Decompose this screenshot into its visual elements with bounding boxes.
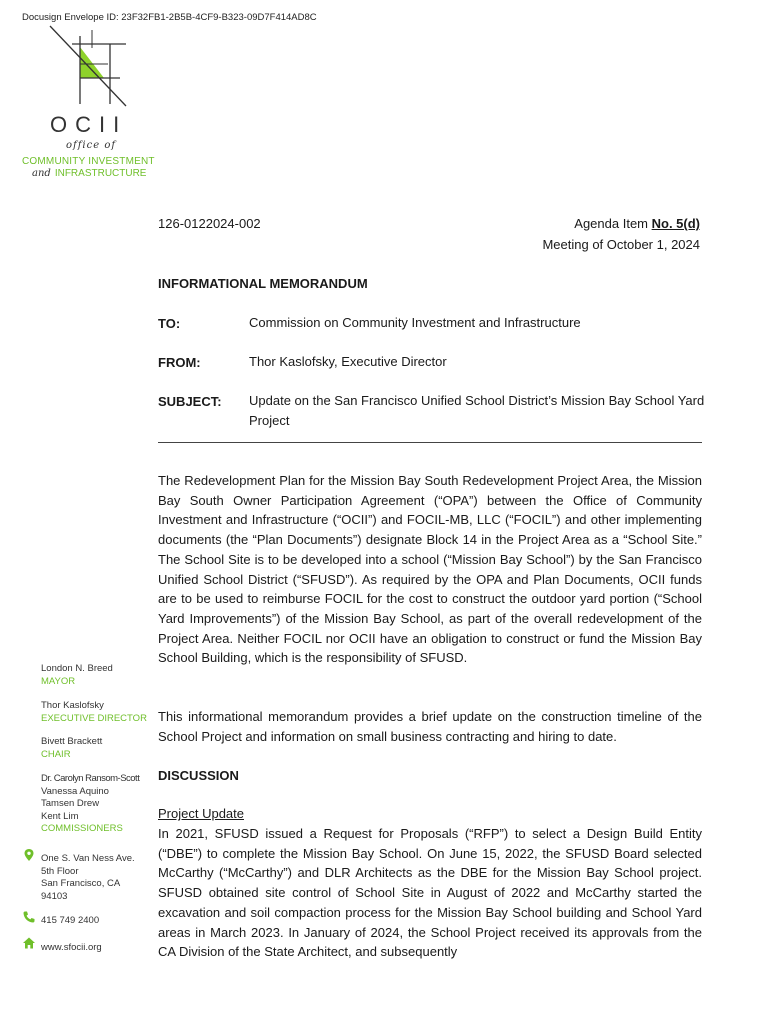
paragraph-intro: The Redevelopment Plan for the Mission Bay South Redevelopment Project Area, the Mission Bay South Owner Participation Agreement (“OPA”) between the Office of Community Investment and Infrastructure (“OCII”) and FOCIL-MB, LLC (“FOCIL”) and other implementing documents (the “Plan Documents”) designate Block 14 in the Project Area as a “School Site.” The School Site is to be developed into a school (“Mission Bay School”) by the San Francisco Unified School District (“SFUSD”). As required by the OPA and Plan Documents, OCII funds are to be used to reimburse FOCIL for the cost to construct the outdoor yard portion (“School Yard Improvements”) of the Mission Bay School, as part of the overall redevelopment of the Project Area. Neither FOCIL nor OCII have an obligation to construct or fund the Mission Bay School Building, which is the responsibility of SFUSD. bbox=[158, 473, 702, 666]
phone-icon bbox=[22, 910, 36, 924]
logo-office-of: office of bbox=[66, 140, 117, 151]
subject-label: SUBJECT: bbox=[158, 394, 222, 409]
paragraph-purpose: This informational memorandum provides a brief update on the construction timeline of the School Project and information on small business contracting and hiring to date. bbox=[158, 709, 702, 744]
discussion-heading: DISCUSSION bbox=[158, 768, 239, 783]
address-line: San Francisco, CA bbox=[41, 878, 121, 890]
director-name: Thor Kaslofsky bbox=[41, 700, 104, 711]
chair-name: Bivett Brackett bbox=[41, 736, 103, 747]
commissioners-role: COMMISSIONERS bbox=[41, 823, 123, 835]
meeting-date: Meeting of October 1, 2024 bbox=[542, 237, 700, 252]
address-line: One S. Van Ness Ave. bbox=[41, 853, 135, 864]
mayor-name: London N. Breed bbox=[41, 663, 113, 674]
header-divider bbox=[158, 442, 702, 443]
subject-value: Update on the San Francisco Unified School District’s Mission Bay School Yard Project bbox=[249, 393, 705, 428]
document-number: 126-0122024-002 bbox=[158, 216, 261, 231]
agenda-item bbox=[574, 216, 700, 231]
address-line: 5th Floor bbox=[41, 865, 79, 877]
to-value: Commission on Community Investment and Infrastructure bbox=[249, 315, 581, 330]
docusign-envelope-id: Docusign Envelope ID: 23F32FB1-2B5B-4CF9-B323-09D7F414AD8C bbox=[22, 12, 317, 23]
logo-and-infrastructure bbox=[32, 168, 146, 179]
logo-community-investment: COMMUNITY INVESTMENT bbox=[22, 156, 155, 167]
from-label: FROM: bbox=[158, 355, 201, 370]
sidebar-address bbox=[41, 853, 135, 903]
mayor-role: MAYOR bbox=[41, 675, 76, 687]
sidebar-commissioners bbox=[41, 773, 139, 836]
from-value: Thor Kaslofsky, Executive Director bbox=[249, 354, 447, 369]
website-link[interactable]: www.sfocii.org bbox=[41, 942, 102, 953]
ocii-logo bbox=[48, 24, 132, 110]
location-pin-icon bbox=[22, 848, 36, 862]
phone-number[interactable]: 415 749 2400 bbox=[41, 915, 100, 926]
sidebar-mayor bbox=[41, 663, 113, 688]
logo-and: and bbox=[32, 168, 51, 179]
sidebar-chair bbox=[41, 736, 102, 761]
agenda-prefix: Agenda Item bbox=[574, 216, 652, 231]
project-update-heading: Project Update bbox=[158, 806, 244, 821]
commissioner-name: Tamsen Drew bbox=[41, 798, 100, 810]
logo-infrastructure: INFRASTRUCTURE bbox=[54, 168, 147, 179]
to-label: TO: bbox=[158, 316, 181, 331]
home-icon bbox=[22, 936, 36, 950]
sidebar-director bbox=[41, 700, 147, 725]
address-line: 94103 bbox=[41, 890, 68, 902]
logo-wordmark: OCII bbox=[50, 112, 128, 137]
chair-role: CHAIR bbox=[41, 748, 71, 760]
memo-heading: INFORMATIONAL MEMORANDUM bbox=[158, 276, 368, 291]
paragraph-project-update: In 2021, SFUSD issued a Request for Proposals (“RFP”) to select a Design Build Entity (“DBE”) to complete the Mission Bay School. On June 15, 2022, the SFUSD Board selected McCarthy (“McCarthy”) and DLR Architects as the DBE for the Mission Bay School project. SFUSD obtained site control of School Site in August of 2022 and McCarthy started the excavation and soil compaction process for the Mission Bay School building and School Yard areas in March 2023. In January of 2024, the School Project received its approvals from the CA Division of the State Architect, and subsequently bbox=[158, 826, 702, 960]
commissioner-name: Dr. Carolyn Ransom-Scott bbox=[41, 773, 140, 784]
logo-green-triangle bbox=[80, 47, 104, 78]
commissioner-name: Kent Lim bbox=[41, 810, 79, 822]
commissioner-name: Vanessa Aquino bbox=[41, 785, 109, 797]
director-role: EXECUTIVE DIRECTOR bbox=[41, 712, 147, 724]
agenda-item-number: No. 5(d) bbox=[651, 216, 700, 231]
